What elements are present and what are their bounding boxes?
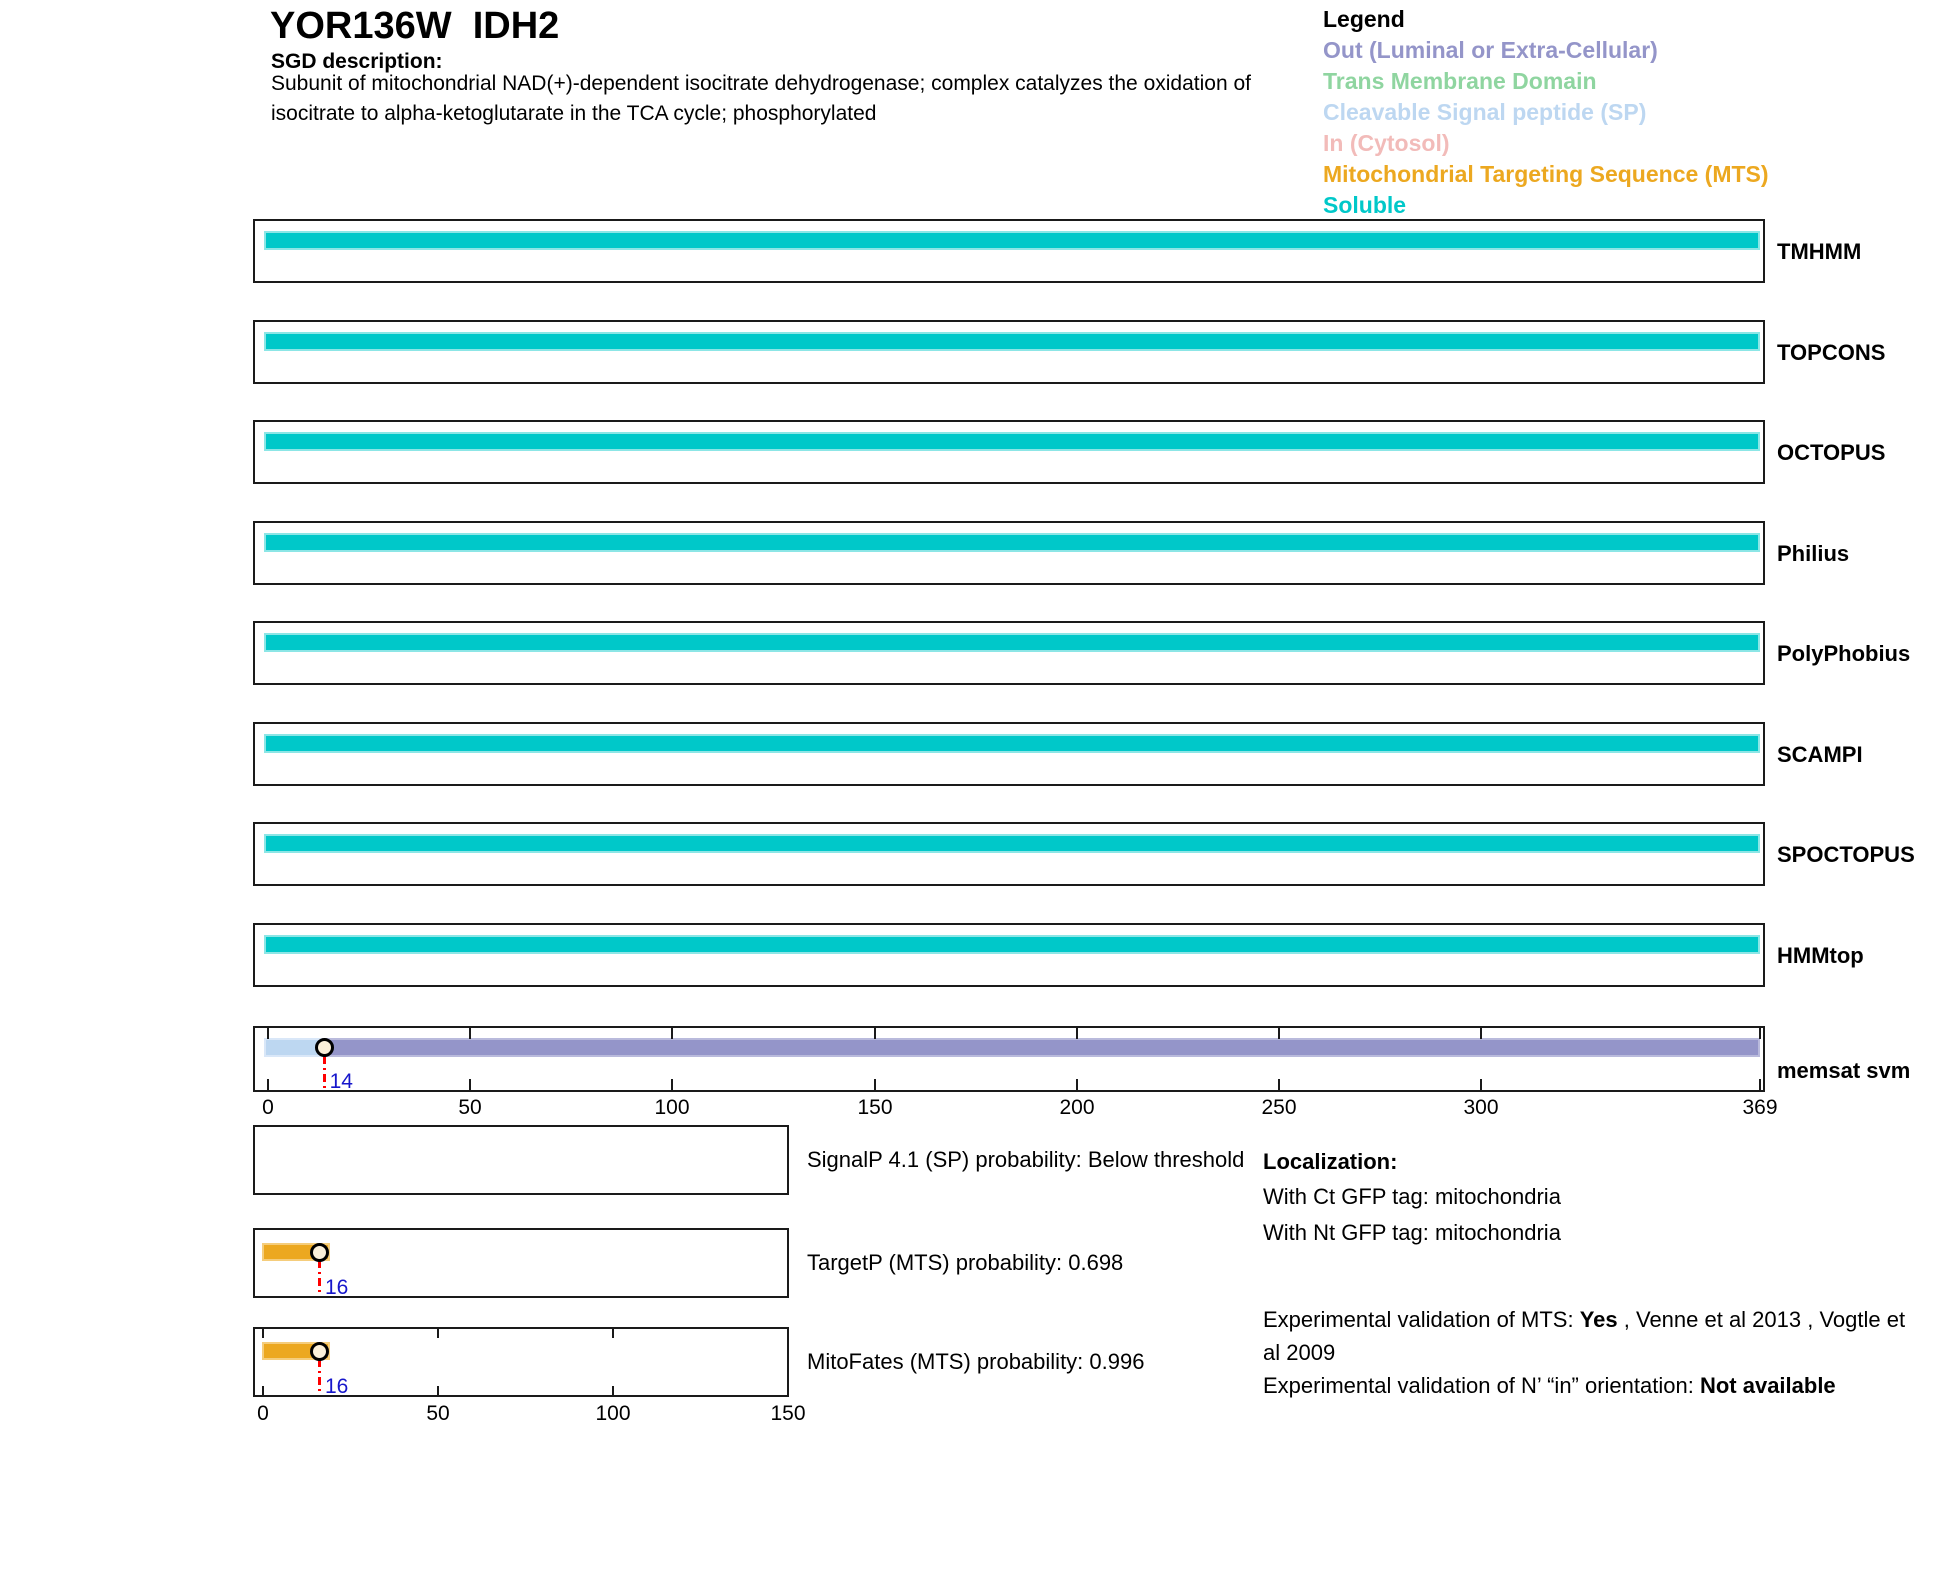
segment-memsat-svm-out [325,1038,1760,1057]
experimental-mts-value: Yes [1579,1307,1618,1332]
segment-philius-soluble [264,533,1760,552]
axis-tick-bottom-0 [267,1079,269,1090]
cleavage-site-position-memsat-svm: 14 [329,1070,353,1093]
legend-item-sp: Cleavable Signal peptide (SP) [1323,99,1647,125]
plot-label-signalp: SignalP 4.1 (SP) probability: Below threshold [807,1147,1245,1172]
legend-item-mts: Mitochondrial Targeting Sequence (MTS) [1323,161,1769,187]
mini-axis-tick-label-50: 50 [426,1402,450,1425]
cleavage-site-position-mitofates: 16 [325,1375,349,1398]
segment-hmmtop-soluble [264,935,1760,954]
track-box-topcons [253,320,1765,384]
track-box-memsat-svm [253,1026,1765,1092]
sgd-description-line-1: Subunit of mitochondrial NAD(+)-dependent isocitrate dehydrogenase; complex catalyzes the oxidation of [271,72,1251,95]
axis-tick-label-150: 150 [857,1096,893,1119]
cleavage-site-marker-memsat-svm [315,1038,334,1057]
axis-tick-top-200 [1076,1028,1078,1039]
legend-item-in: In (Cytosol) [1323,130,1450,156]
axis-tick-top-250 [1278,1028,1280,1039]
track-box-hmmtop [253,923,1765,987]
axis-tick-label-0: 0 [262,1096,274,1119]
track-box-philius [253,521,1765,585]
axis-tick-label-369: 369 [1742,1096,1778,1119]
experimental-orientation-line [1263,1369,1915,1402]
experimental-mts-prefix: Experimental validation of MTS: [1263,1307,1580,1332]
cleavage-site-position-targetp: 16 [325,1276,349,1299]
segment-tmhmm-soluble [264,231,1760,250]
axis-tick-bottom-100 [671,1079,673,1090]
axis-tick-bottom-50 [469,1079,471,1090]
cleavage-site-line-memsat-svm [323,1056,326,1091]
mini-axis-tick-label-0: 0 [257,1402,269,1425]
experimental-mts-references: , Venne et al 2013 , Vogtle et al 2009 [1263,1307,1906,1365]
segment-scampi-soluble [264,734,1760,753]
localization-heading: Localization: [1263,1149,1398,1174]
plot-label-mitofates: MitoFates (MTS) probability: 0.996 [807,1349,1145,1374]
experimental-mts-line [1263,1303,1915,1369]
axis-tick-bottom-150 [874,1079,876,1090]
track-label-hmmtop: HMMtop [1777,943,1864,968]
axis-tick-label-250: 250 [1261,1096,1297,1119]
plot-label-targetp: TargetP (MTS) probability: 0.698 [807,1250,1124,1275]
track-label-philius: Philius [1777,541,1850,566]
axis-tick-top-50 [469,1028,471,1039]
cleavage-site-marker-mitofates [310,1342,329,1361]
mini-axis-tick-bottom-50 [437,1386,439,1395]
experimental-orientation-prefix: Experimental validation of N’ “in” orientation: [1263,1373,1700,1398]
mini-axis-tick-top-0 [262,1329,264,1338]
axis-tick-label-300: 300 [1463,1096,1499,1119]
experimental-orientation-value: Not available [1699,1373,1836,1398]
cleavage-site-line-mitofates [318,1359,321,1395]
track-box-scampi [253,722,1765,786]
segment-topcons-soluble [264,332,1760,351]
track-label-tmhmm: TMHMM [1777,239,1862,264]
axis-tick-label-100: 100 [654,1096,690,1119]
mini-axis-tick-top-150 [787,1329,789,1338]
segment-polyphobius-soluble [264,633,1760,652]
track-label-polyphobius: PolyPhobius [1777,641,1911,666]
cleavage-site-line-targetp [318,1260,321,1296]
axis-tick-bottom-250 [1278,1079,1280,1090]
mini-axis-tick-bottom-150 [787,1386,789,1395]
experimental-validation-block [1263,1303,1915,1402]
legend-item-soluble: Soluble [1323,192,1407,218]
legend-item-tm: Trans Membrane Domain [1323,68,1597,94]
track-label-memsat-svm: memsat svm [1777,1058,1911,1083]
legend-item-out: Out (Luminal or Extra-Cellular) [1323,37,1658,63]
axis-tick-label-200: 200 [1059,1096,1095,1119]
track-box-octopus [253,420,1765,484]
track-box-polyphobius [253,621,1765,685]
mini-axis-tick-label-100: 100 [595,1402,631,1425]
cleavage-site-marker-targetp [310,1243,329,1262]
axis-tick-top-300 [1480,1028,1482,1039]
axis-tick-top-0 [267,1028,269,1039]
localization-nt-gfp: With Nt GFP tag: mitochondria [1263,1220,1561,1245]
plot-box-signalp [253,1125,789,1195]
segment-octopus-soluble [264,432,1760,451]
track-box-tmhmm [253,219,1765,283]
axis-tick-bottom-200 [1076,1079,1078,1090]
segment-spoctopus-soluble [264,834,1760,853]
mini-axis-tick-bottom-100 [612,1386,614,1395]
axis-tick-bottom-369 [1759,1079,1761,1090]
mini-axis-tick-bottom-0 [262,1386,264,1395]
axis-tick-bottom-300 [1480,1079,1482,1090]
track-label-octopus: OCTOPUS [1777,440,1886,465]
mini-axis-tick-label-150: 150 [770,1402,806,1425]
sgd-description-heading: SGD description: [271,50,443,73]
axis-tick-top-150 [874,1028,876,1039]
track-label-topcons: TOPCONS [1777,340,1886,365]
track-box-spoctopus [253,822,1765,886]
localization-ct-gfp: With Ct GFP tag: mitochondria [1263,1184,1561,1209]
sgd-description-line-2: isocitrate to alpha-ketoglutarate in the TCA cycle; phosphorylated [271,102,877,125]
page-title: YOR136W IDH2 [270,5,560,47]
mini-axis-tick-top-100 [612,1329,614,1338]
legend-title: Legend [1323,6,1405,32]
axis-tick-top-369 [1759,1028,1761,1039]
mini-axis-tick-top-50 [437,1329,439,1338]
axis-tick-label-50: 50 [458,1096,482,1119]
track-label-scampi: SCAMPI [1777,742,1863,767]
axis-tick-top-100 [671,1028,673,1039]
track-label-spoctopus: SPOCTOPUS [1777,842,1915,867]
